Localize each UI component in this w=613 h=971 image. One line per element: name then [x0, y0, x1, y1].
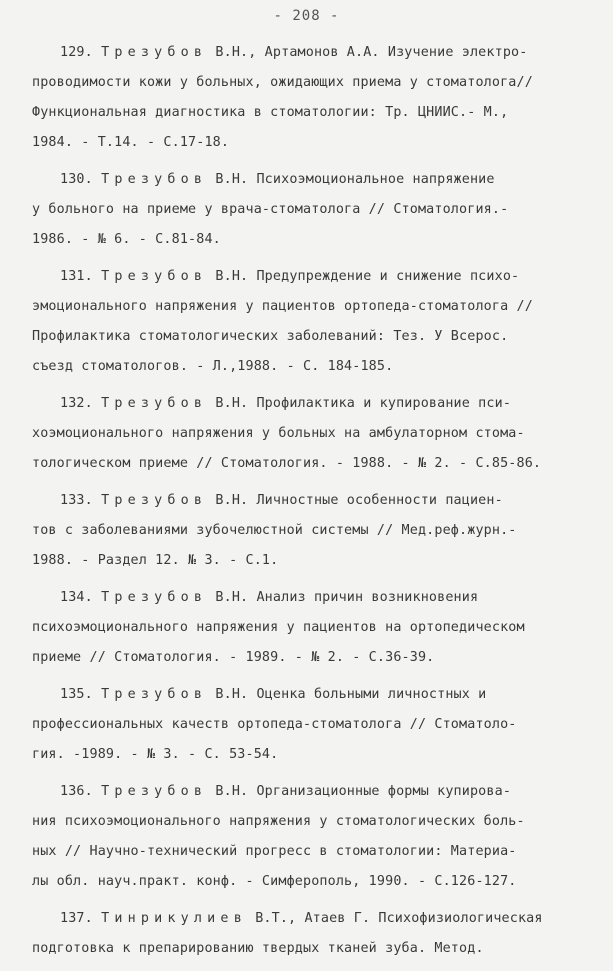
entry-text-line: тологическом приеме // Стоматология. - 1988. - № 2. - С.85-86.: [32, 456, 542, 471]
entry-text-line: В.Н. Организационные формы купирова-: [215, 784, 512, 799]
entry-text-line: ных // Научно-технический прогресс в стоматологии: Материа-: [32, 844, 517, 859]
bibliography-entry: [32, 262, 577, 382]
entry-number: 135.: [60, 687, 93, 702]
entry-author: Трезубов: [101, 396, 208, 411]
entry-number: 136.: [60, 784, 93, 799]
entry-text-line: В.Н. Анализ причин возникновения: [215, 590, 479, 605]
entry-text-line: лы обл. науч.практ. конф. - Симферополь, 1990. - С.126-127.: [32, 874, 517, 889]
entry-number: 133.: [60, 493, 93, 508]
entry-text-line: В.Н. Психоэмоциональное напряжение: [215, 172, 495, 187]
entry-number: 129.: [60, 45, 93, 60]
entry-text-line: В.Н. Личностные особенности пациен-: [215, 493, 503, 508]
entry-author: Трезубов: [101, 784, 208, 799]
entry-author: Трезубов: [101, 269, 208, 284]
bibliography-entry: [32, 38, 577, 158]
entry-text-line: хоэмоционального напряжения у больных на амбулаторном стома-: [32, 426, 525, 441]
entry-author: Тинрикулиев: [101, 911, 247, 926]
entry-text-line: 1988. - Раздел 12. № 3. - С.1.: [32, 553, 279, 568]
bibliography-entry: [32, 486, 577, 576]
entry-text-line: 1984. - Т.14. - С.17-18.: [32, 135, 230, 150]
entry-text-line: Функциональная диагностика в стоматологии: Тр. ЦНИИС.- М.,: [32, 105, 509, 120]
entry-number: 134.: [60, 590, 93, 605]
entry-author: Трезубов: [101, 590, 208, 605]
entry-first-line: [32, 680, 577, 710]
entry-first-line: [32, 583, 577, 613]
entry-text-line: подготовка к препарированию твердых тканей зуба. Метод.: [32, 941, 484, 956]
entry-text-line: 1986. - № 6. - С.81-84.: [32, 232, 221, 247]
entry-number: 137.: [60, 911, 93, 926]
entry-text-line: В.Н. Предупреждение и снижение психо-: [215, 269, 520, 284]
entry-text-line: профессиональных качеств ортопеда-стоматолога // Стоматоло-: [32, 717, 517, 732]
bibliography-entry: [32, 777, 577, 897]
bibliography-entry: [32, 680, 577, 770]
entry-text-line: ния психоэмоционального напряжения у стоматологических боль-: [32, 814, 525, 829]
entry-number: 130.: [60, 172, 93, 187]
entry-text-line: В.Н. Оценка больными личностных и: [215, 687, 487, 702]
entry-text-line: у больного на приеме у врача-стоматолога // Стоматология.-: [32, 202, 509, 217]
bibliography-list: [32, 38, 577, 971]
entry-author: Трезубов: [101, 493, 208, 508]
entry-number: 131.: [60, 269, 93, 284]
entry-author: Трезубов: [101, 45, 208, 60]
entry-text-line: эмоционального напряжения у пациентов ортопеда-стоматолога //: [32, 299, 533, 314]
entry-author: Трезубов: [101, 172, 208, 187]
bibliography-entry: [32, 165, 577, 255]
page-number: - 208 -: [273, 8, 340, 24]
entry-first-line: [32, 904, 577, 934]
bibliography-entry: [32, 583, 577, 673]
entry-text-line: гия. -1989. - № 3. - С. 53-54.: [32, 747, 279, 762]
entry-first-line: [32, 486, 577, 516]
entry-text-line: психоэмоционального напряжения у пациентов на ортопедическом: [32, 620, 525, 635]
entry-text-line: съезд стоматологов. - Л.,1988. - С. 184-185.: [32, 359, 394, 374]
entry-first-line: [32, 38, 577, 68]
entry-first-line: [32, 777, 577, 807]
entry-text-line: проводимости кожи у больных, ожидающих приема у стоматолога//: [32, 75, 533, 90]
bibliography-entry: [32, 389, 577, 479]
entry-number: 132.: [60, 396, 93, 411]
entry-first-line: [32, 262, 577, 292]
bibliography-entry: [32, 904, 577, 964]
entry-text-line: тов с заболеваниями зубочелюстной системы // Мед.реф.журн.-: [32, 523, 517, 538]
entry-text-line: приеме // Стоматология. - 1989. - № 2. - С.36-39.: [32, 650, 435, 665]
entry-text-line: В.Н. Профилактика и купирование пси-: [215, 396, 512, 411]
entry-author: Трезубов: [101, 687, 208, 702]
entry-text-line: В.Т., Атаев Г. Психофизиологическая: [255, 911, 543, 926]
entry-text-line: В.Н., Артамонов А.А. Изучение электро-: [215, 45, 528, 60]
entry-first-line: [32, 165, 577, 195]
entry-first-line: [32, 389, 577, 419]
entry-text-line: Профилактика стоматологических заболеваний: Тез. У Всерос.: [32, 329, 509, 344]
